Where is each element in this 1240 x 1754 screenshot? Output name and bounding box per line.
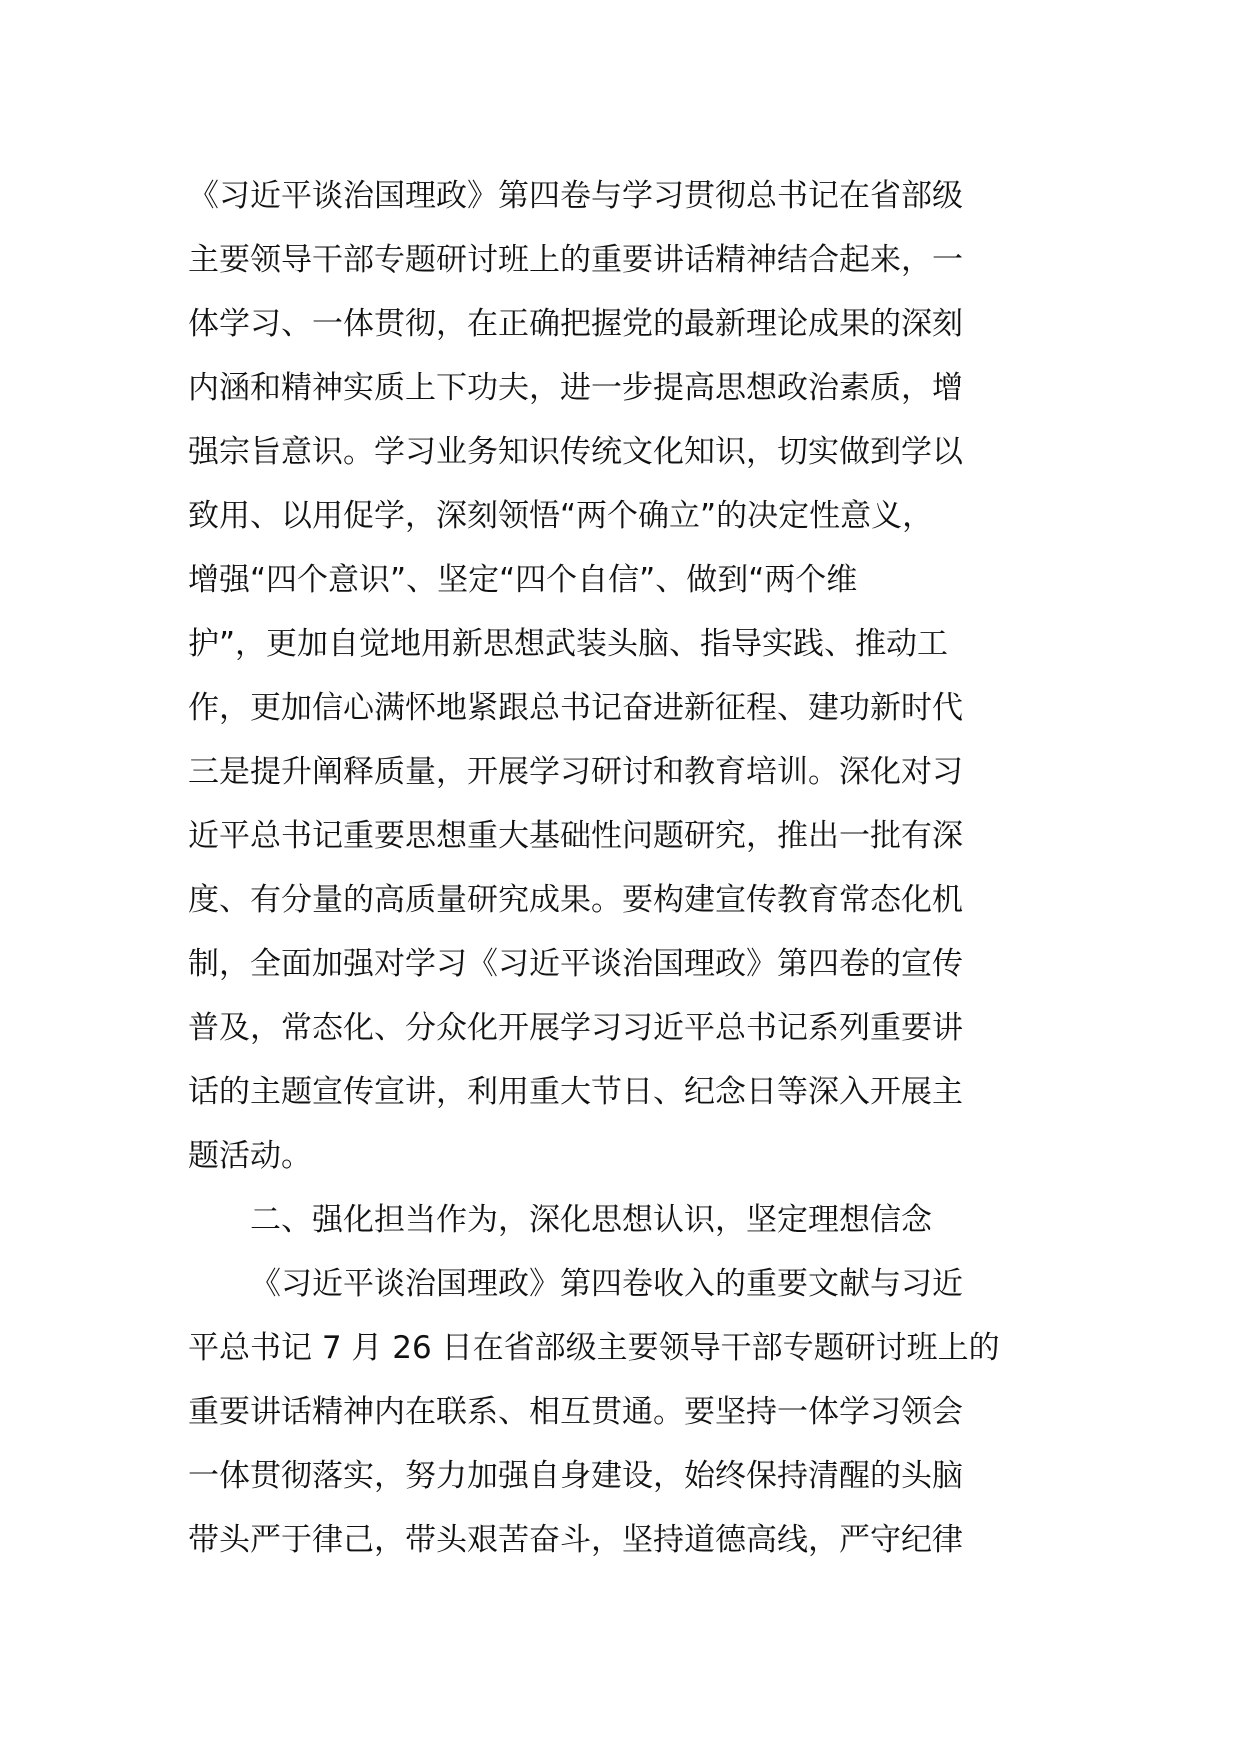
body-line: 三是提升阐释质量，开展学习研讨和教育培训。深化对习 <box>188 754 963 790</box>
body-line: 致用、以用促学，深刻领悟“两个确立”的决定性意义， <box>188 498 934 534</box>
document-body <box>188 164 1062 1572</box>
body-line: 主要领导干部专题研讨班上的重要讲话精神结合起来，一 <box>188 242 963 278</box>
body-line: 度、有分量的高质量研究成果。要构建宣传教育常态化机 <box>188 882 963 918</box>
body-line: 强宗旨意识。学习业务知识传统文化知识，切实做到学以 <box>188 434 963 470</box>
body-line: 话的主题宣传宣讲，利用重大节日、纪念日等深入开展主 <box>188 1074 963 1110</box>
body-line: 重要讲话精神内在联系、相互贯通。要坚持一体学习领会 <box>188 1394 963 1430</box>
paragraph-first-line: 《习近平谈治国理政》第四卷收入的重要文献与习近 <box>250 1266 963 1302</box>
body-line: 近平总书记重要思想重大基础性问题研究，推出一批有深 <box>188 818 963 854</box>
body-line: 内涵和精神实质上下功夫，进一步提高思想政治素质，增 <box>188 370 963 406</box>
body-line: 普及，常态化、分众化开展学习习近平总书记系列重要讲 <box>188 1010 963 1046</box>
body-line: 平总书记 7 月 26 日在省部级主要领导干部专题研讨班上的 <box>188 1330 1000 1366</box>
body-line: 增强“四个意识”、坚定“四个自信”、做到“两个维 <box>188 562 858 598</box>
body-line: 体学习、一体贯彻，在正确把握党的最新理论成果的深刻 <box>188 306 963 342</box>
section-heading: 二、强化担当作为，深化思想认识，坚定理想信念 <box>250 1202 932 1238</box>
body-line: 护”，更加自觉地用新思想武装头脑、指导实践、推动工 <box>188 626 949 662</box>
body-line: 题活动。 <box>188 1138 312 1174</box>
body-line: 制，全面加强对学习《习近平谈治国理政》第四卷的宣传 <box>188 946 963 982</box>
body-line: 带头严于律己，带头艰苦奋斗，坚持道德高线，严守纪律 <box>188 1522 963 1558</box>
body-line: 一体贯彻落实，努力加强自身建设，始终保持清醒的头脑 <box>188 1458 963 1494</box>
body-line: 作，更加信心满怀地紧跟总书记奋进新征程、建功新时代 <box>188 690 963 726</box>
body-line: 《习近平谈治国理政》第四卷与学习贯彻总书记在省部级 <box>188 178 963 214</box>
